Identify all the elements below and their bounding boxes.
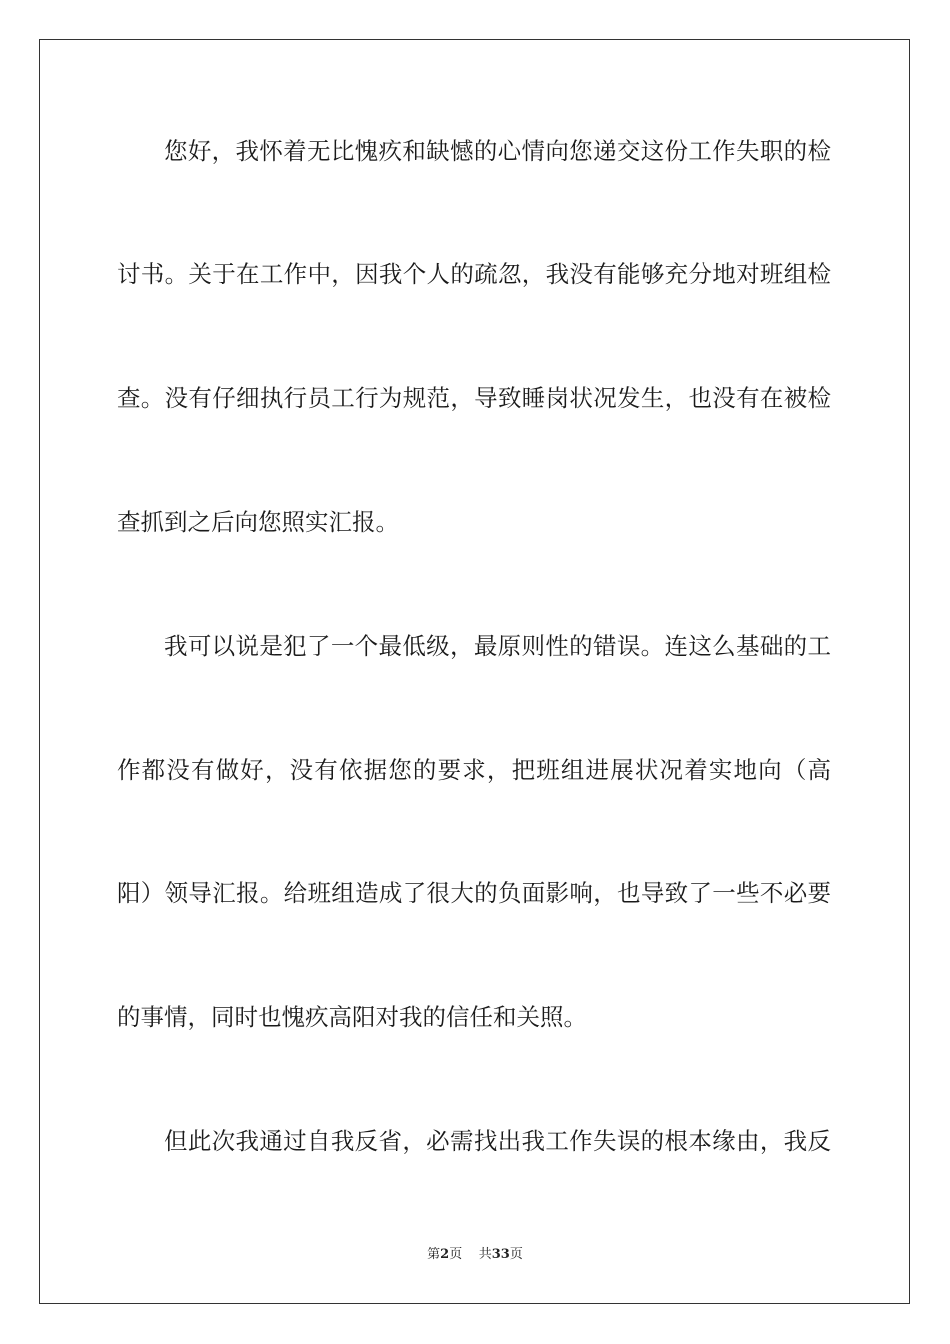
page-border (39, 39, 910, 1304)
text-line-3: 查。没有仔细执行员工行为规范，导致睡岗状况发生，也没有在被检 (117, 384, 831, 412)
text-line-7: 阳）领导汇报。给班组造成了很大的负面影响，也导致了一些不必要 (117, 879, 831, 907)
total-label-suffix: 页 (509, 1247, 523, 1262)
page-number: 2 (440, 1247, 450, 1262)
text-line-8: 的事情，同时也愧疚高阳对我的信任和关照。 (117, 1003, 587, 1031)
text-line-2: 讨书。关于在工作中，因我个人的疏忽，我没有能够充分地对班组检 (117, 260, 831, 288)
total-pages: 33 (491, 1247, 510, 1262)
text-line-1: 您好，我怀着无比愧疚和缺憾的心情向您递交这份工作失职的检 (164, 137, 831, 165)
page-footer (0, 1245, 950, 1265)
text-line-4: 查抓到之后向您照实汇报。 (117, 508, 399, 536)
text-line-6: 作都没有做好，没有依据您的要求，把班组进展状况着实地向（高 (117, 756, 831, 784)
page-label-suffix: 页 (449, 1247, 463, 1262)
text-line-5: 我可以说是犯了一个最低级，最原则性的错误。连这么基础的工 (164, 632, 831, 660)
total-label-prefix: 共 (478, 1247, 492, 1262)
text-line-9: 但此次我通过自我反省，必需找出我工作失误的根本缘由，我反 (164, 1127, 831, 1155)
page-label-prefix: 第 (427, 1247, 441, 1262)
